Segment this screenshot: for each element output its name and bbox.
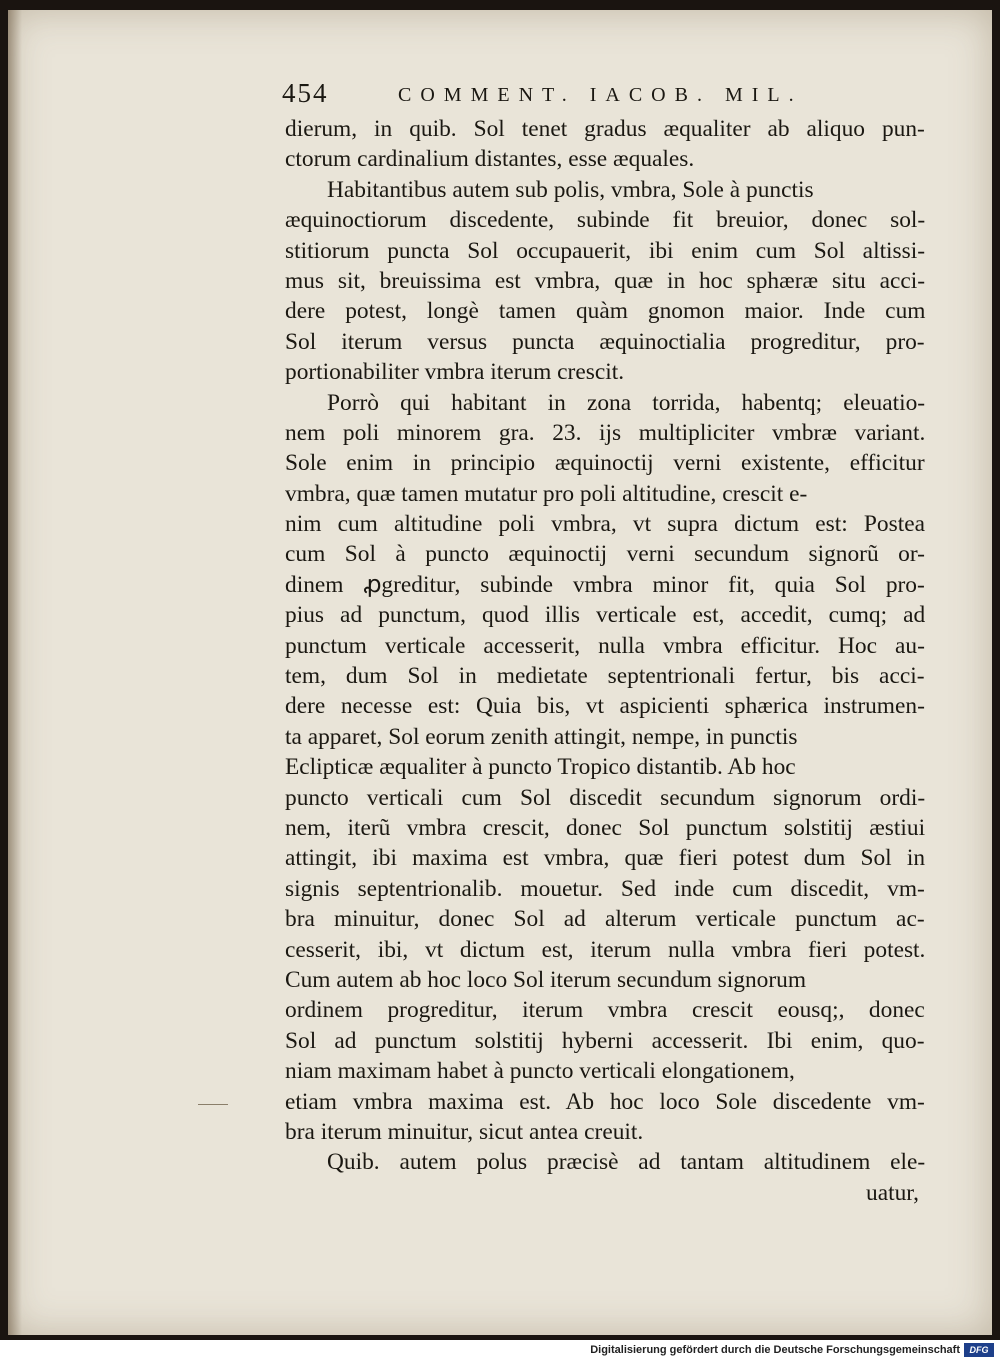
text-line: nem poli minorem gra. 23. ijs multipliciter vmbræ variant.	[285, 419, 926, 446]
text-line: Sol ad punctum solstitij hyberni accesserit. Ibi enim, quo-	[285, 1027, 925, 1054]
body-text	[285, 114, 925, 1208]
text-line: dinem ꝓgreditur, subinde vmbra minor fit, quia Sol pro-	[285, 571, 925, 598]
text-line: niam maximam habet à puncto verticali elongationem,	[285, 1058, 795, 1085]
text-line: dere necesse est: Quia bis, vt aspicienti sphærica instrumen-	[285, 693, 925, 720]
text-line: Habitantibus autem sub polis, vmbra, Sole à punctis	[327, 176, 814, 203]
gutter-shadow	[8, 10, 22, 1335]
digitization-credit: Digitalisierung gefördert durch die Deutsche Forschungsgemeinschaft	[590, 1344, 960, 1356]
text-line: Porrò qui habitant in zona torrida, habentq; eleuatio-	[327, 389, 926, 416]
text-line: Cum autem ab hoc loco Sol iterum secundum signorum	[285, 966, 807, 993]
text-line: nem, iterũ vmbra crescit, donec Sol punctum solstitij æstiui	[285, 814, 926, 841]
text-line: pius ad punctum, quod illis verticale est, accedit, cumq; ad	[285, 602, 926, 629]
text-line: signis septentrionalib. mouetur. Sed inde cum discedit, vm-	[285, 875, 925, 902]
margin-mark	[198, 1104, 228, 1105]
page-header	[282, 78, 932, 114]
text-line: bra minuitur, donec Sol ad alterum verticale punctum ac-	[285, 906, 925, 933]
text-line: mus sit, breuissima est vmbra, quæ in hoc sphæræ situ acci-	[285, 267, 926, 294]
text-line: stitiorum puncta Sol occupauerit, ibi enim cum Sol altissi-	[285, 237, 926, 264]
text-line: æquinoctiorum discedente, subinde fit breuior, donec sol-	[285, 207, 926, 234]
text-line: nim cum altitudine poli vmbra, vt supra dictum est: Postea	[285, 511, 925, 538]
text-line: cum Sol à puncto æquinoctij verni secundum signorũ or-	[285, 541, 925, 568]
text-line: tem, dum Sol in medietate septentrionali fertur, bis acci-	[285, 663, 925, 690]
text-line: portionabiliter vmbra iterum crescit.	[285, 359, 625, 386]
text-line: vmbra, quæ tamen mutatur pro poli altitudine, crescit e-	[285, 480, 808, 507]
text-line: cesserit, ibi, vt dictum est, iterum nulla vmbra fieri potest.	[285, 936, 926, 963]
text-line: ctorum cardinalium distantes, esse æquales.	[285, 146, 695, 173]
text-line: puncto verticali cum Sol discedit secundum signorum ordi-	[285, 784, 926, 811]
running-title: COMMENT. IACOB. MIL.	[398, 84, 803, 106]
footer-bar	[0, 1340, 1000, 1362]
text-line: Sol iterum versus puncta æquinoctialia progreditur, pro-	[285, 328, 925, 355]
dfg-logo: DFG	[964, 1343, 994, 1357]
text-line: bra iterum minuitur, sicut antea creuit.	[285, 1118, 644, 1145]
text-line: ta apparet, Sol eorum zenith attingit, nempe, in punctis	[285, 723, 798, 750]
text-line: Sole enim in principio æquinoctij verni existente, efficitur	[285, 450, 925, 477]
page-number: 454	[282, 78, 329, 108]
text-line: ordinem progreditur, iterum vmbra crescit eousq;, donec	[285, 997, 925, 1024]
text-line: dere potest, longè tamen quàm gnomon maior. Inde cum	[285, 298, 926, 325]
text-line: dierum, in quib. Sol tenet gradus æqualiter ab aliquo pun-	[285, 116, 925, 142]
catchword: uatur,	[866, 1179, 919, 1206]
text-line: Eclipticæ æqualiter à puncto Tropico distantib. Ab hoc	[285, 754, 796, 781]
text-line: etiam vmbra maxima est. Ab hoc loco Sole discedente vm-	[285, 1088, 925, 1115]
text-line: Quib. autem polus præcisè ad tantam altitudinem ele-	[327, 1149, 926, 1176]
text-line: attingit, ibi maxima est vmbra, quæ fieri potest dum Sol in	[285, 845, 926, 872]
text-line: punctum verticale accesserit, nulla vmbra efficitur. Hoc au-	[285, 632, 925, 659]
